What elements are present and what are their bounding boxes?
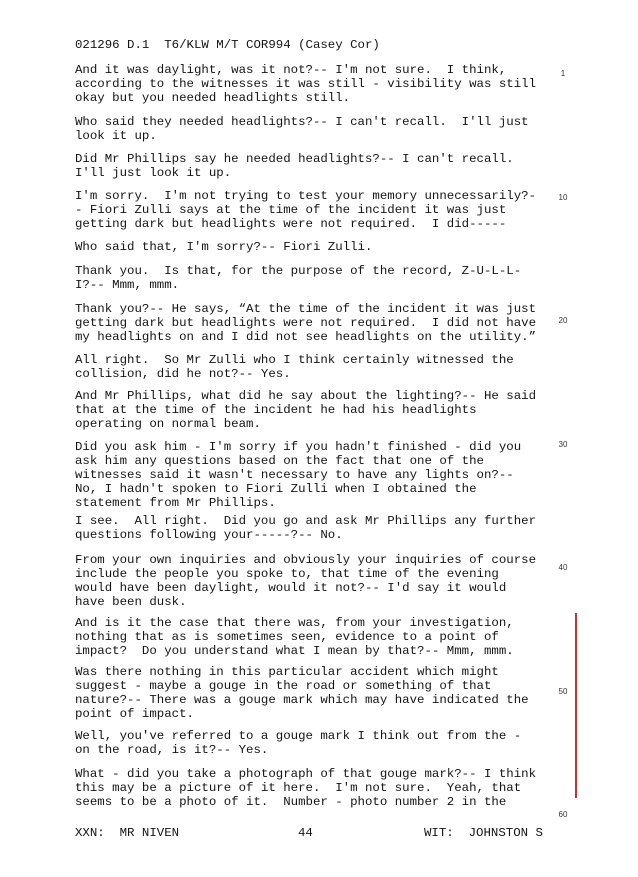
line-number: 1 bbox=[560, 69, 566, 78]
transcript-paragraph: I'm sorry. I'm not trying to test your memory unnecessarily?- - Fiori Zulli says at the time of the incident it was just getting dark but headlights were not required. I did----- bbox=[75, 189, 537, 231]
footer-examiner: XXN: MR NIVEN bbox=[75, 826, 180, 840]
line-number: 40 bbox=[558, 563, 568, 572]
page-number: 44 bbox=[298, 826, 313, 840]
line-number: 30 bbox=[558, 440, 568, 449]
margin-marker-line bbox=[575, 613, 577, 798]
transcript-paragraph: And is it the case that there was, from your investigation, nothing that as is sometimes seen, evidence to a point of impact? Do you understand what I mean by that?-- Mmm, mmm. bbox=[75, 616, 514, 658]
transcript-paragraph: And it was daylight, was it not?-- I'm not sure. I think, according to the witnesses it was still - visibility was still okay but you needed headlights still. bbox=[75, 63, 537, 105]
transcript-paragraph: Did you ask him - I'm sorry if you hadn't finished - did you ask him any questions based on the fact that one of the witnesses said it wasn't necessary to have any lights on?-- No, I hadn't spoken to Fiori Zulli when I obtained the statement from Mr Phillips. bbox=[75, 440, 522, 510]
transcript-paragraph: Was there nothing in this particular accident which might suggest - maybe a gouge in the road or something of that nature?-- There was a gouge mark which may have indicated the point of impact. bbox=[75, 665, 529, 721]
transcript-paragraph: Well, you've referred to a gouge mark I think out from the - on the road, is it?-- Yes. bbox=[75, 729, 522, 757]
line-number: 10 bbox=[558, 193, 568, 202]
transcript-paragraph: All right. So Mr Zulli who I think certainly witnessed the collision, did he not?-- Yes. bbox=[75, 353, 514, 381]
transcript-paragraph: And Mr Phillips, what did he say about the lighting?-- He said that at the time of the incident he had his headlights operating on normal beam. bbox=[75, 389, 537, 431]
transcript-paragraph: What - did you take a photograph of that gouge mark?-- I think this may be a picture of it here. I'm not sure. Yeah, that seems to be a photo of it. Number - photo number 2 in the bbox=[75, 767, 537, 809]
footer-witness: WIT: JOHNSTON S bbox=[424, 826, 543, 840]
line-number: 60 bbox=[558, 810, 568, 819]
transcript-paragraph: Who said they needed headlights?-- I can't recall. I'll just look it up. bbox=[75, 115, 529, 143]
transcript-paragraph: Thank you. Is that, for the purpose of the record, Z-U-L-L- I?-- Mmm, mmm. bbox=[75, 264, 522, 292]
transcript-paragraph: From your own inquiries and obviously your inquiries of course include the people you spoke to, that time of the evening would have been daylight, would it not?-- I'd say it would have been dusk. bbox=[75, 553, 537, 609]
transcript-paragraph: Who said that, I'm sorry?-- Fiori Zulli. bbox=[75, 240, 373, 254]
page-header: 021296 D.1 T6/KLW M/T COR994 (Casey Cor) bbox=[75, 38, 380, 52]
transcript-paragraph: Thank you?-- He says, “At the time of the incident it was just getting dark but headlights were not required. I did not have my headlights on and I did not see headlights on the utility.” bbox=[75, 302, 537, 344]
transcript-paragraph: Did Mr Phillips say he needed headlights?-- I can't recall. I'll just look it up. bbox=[75, 152, 514, 180]
transcript-paragraph: I see. All right. Did you go and ask Mr Phillips any further questions following your-----?-- No. bbox=[75, 514, 537, 542]
line-number: 50 bbox=[558, 687, 568, 696]
line-number: 20 bbox=[558, 316, 568, 325]
